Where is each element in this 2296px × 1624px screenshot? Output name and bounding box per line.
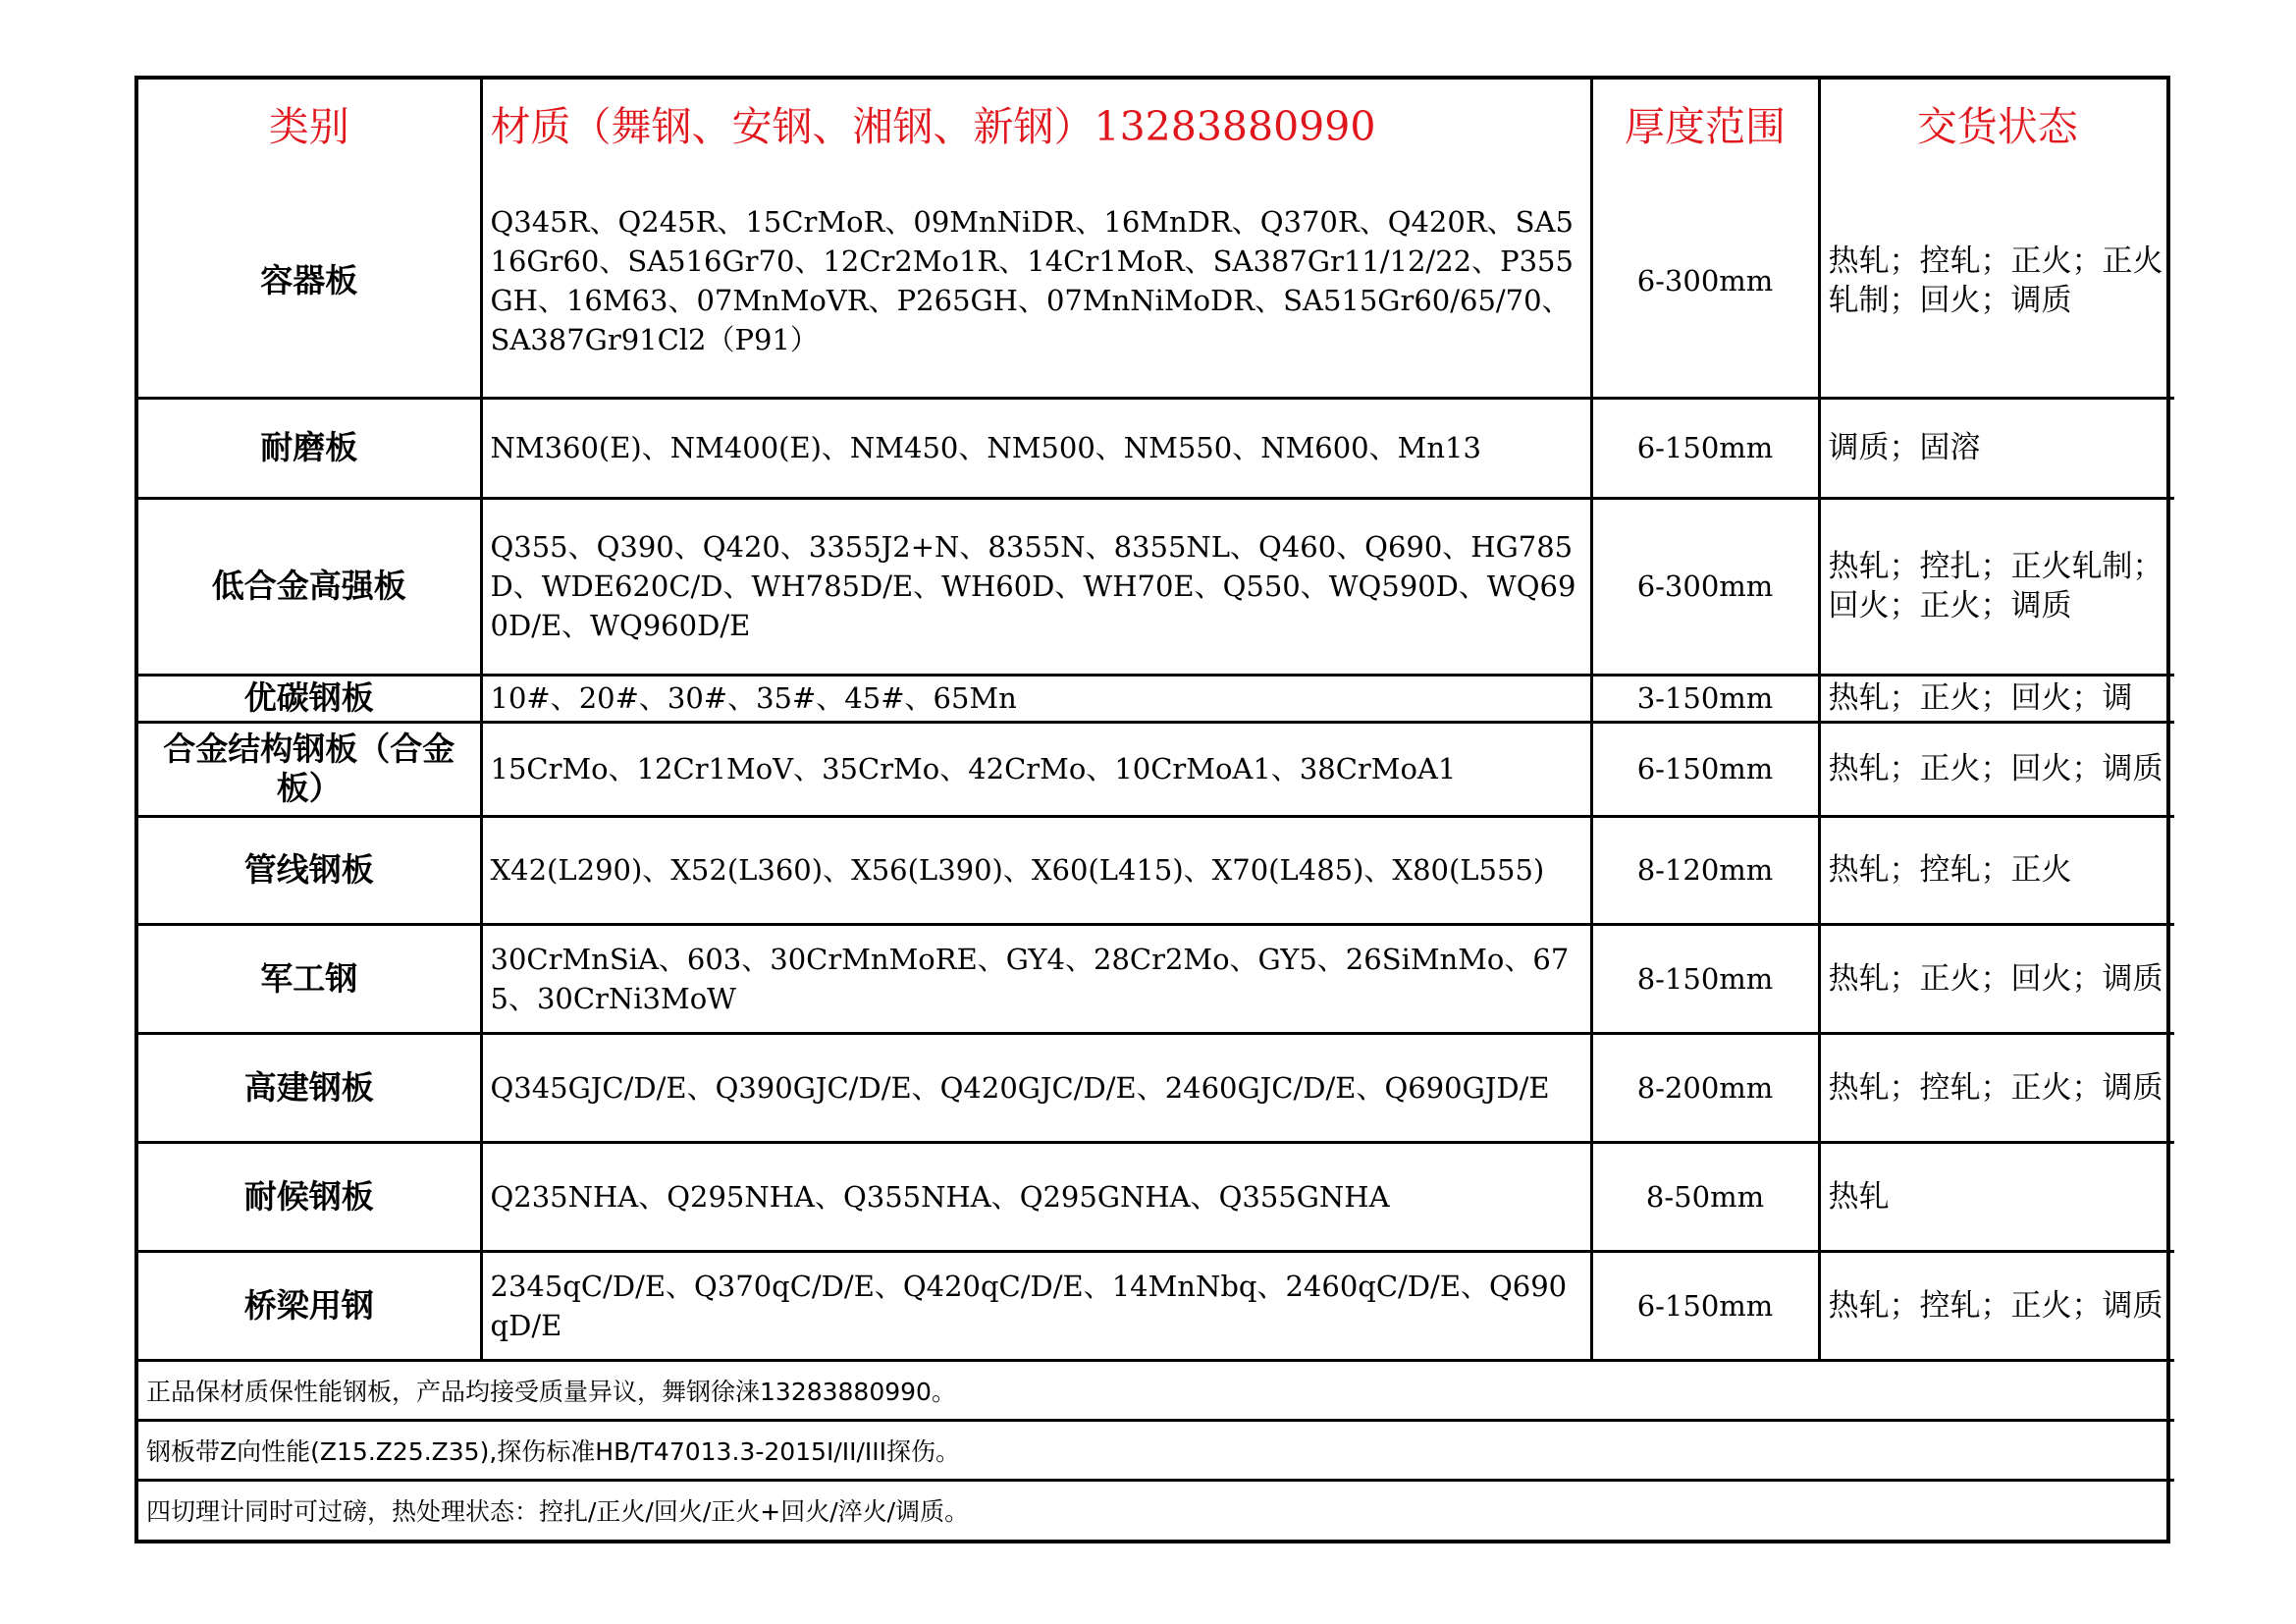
delivery-cell: 热轧；控轧；正火	[1819, 816, 2174, 924]
header-row	[138, 80, 2174, 166]
note-row	[138, 1420, 2174, 1480]
thickness-cell: 3-150mm	[1591, 675, 1819, 722]
category-cell: 军工钢	[138, 924, 481, 1033]
note-quality: 正品保材质保性能钢板，产品均接受质量异议，舞钢徐涞13283880990。	[138, 1360, 2174, 1420]
thickness-cell: 6-150mm	[1591, 398, 1819, 498]
header-thickness: 厚度范围	[1591, 80, 1819, 166]
delivery-cell: 热轧；控轧；正火；调质	[1819, 1251, 2174, 1360]
table-row	[138, 816, 2174, 924]
category-cell: 优碳钢板	[138, 675, 481, 722]
material-cell: Q355、Q390、Q420、3355J2+N、8355N、8355NL、Q460、Q690、HG785D、WDE620C/D、WH785D/E、WH60D、WH70E、Q550、WQ590D、WQ690D/E、WQ960D/E	[481, 498, 1591, 675]
table-row	[138, 398, 2174, 498]
delivery-cell: 热轧；正火；回火；调	[1819, 675, 2174, 722]
header-category: 类别	[138, 80, 481, 166]
thickness-cell: 8-200mm	[1591, 1033, 1819, 1142]
thickness-cell: 8-150mm	[1591, 924, 1819, 1033]
note-row	[138, 1480, 2174, 1540]
table-row	[138, 722, 2174, 816]
thickness-cell: 8-120mm	[1591, 816, 1819, 924]
note-row	[138, 1360, 2174, 1420]
thickness-cell: 6-150mm	[1591, 722, 1819, 816]
category-cell: 管线钢板	[138, 816, 481, 924]
note-heat-treatment: 四切理计同时可过磅，热处理状态：控扎/正火/回火/正火+回火/淬火/调质。	[138, 1480, 2174, 1540]
delivery-cell: 热轧；正火；回火；调质	[1819, 722, 2174, 816]
table-row	[138, 166, 2174, 398]
category-cell: 低合金高强板	[138, 498, 481, 675]
table-row	[138, 1033, 2174, 1142]
material-cell: 15CrMo、12Cr1MoV、35CrMo、42CrMo、10CrMoA1、38CrMoA1	[481, 722, 1591, 816]
category-cell: 耐磨板	[138, 398, 481, 498]
thickness-cell: 6-300mm	[1591, 498, 1819, 675]
delivery-cell: 热轧；控扎；正火轧制；回火；正火；调质	[1819, 498, 2174, 675]
header-delivery: 交货状态	[1819, 80, 2174, 166]
delivery-cell: 调质；固溶	[1819, 398, 2174, 498]
category-cell: 高建钢板	[138, 1033, 481, 1142]
material-cell: 2345qC/D/E、Q370qC/D/E、Q420qC/D/E、14MnNbq、2460qC/D/E、Q690qD/E	[481, 1251, 1591, 1360]
material-cell: Q235NHA、Q295NHA、Q355NHA、Q295GNHA、Q355GNHA	[481, 1142, 1591, 1251]
table-row	[138, 498, 2174, 675]
material-cell: 30CrMnSiA、603、30CrMnMoRE、GY4、28Cr2Mo、GY5、26SiMnMo、675、30CrNi3MoW	[481, 924, 1591, 1033]
delivery-cell: 热轧；正火；回火；调质	[1819, 924, 2174, 1033]
category-cell: 合金结构钢板（合金板）	[138, 722, 481, 816]
material-cell: Q345R、Q245R、15CrMoR、09MnNiDR、16MnDR、Q370R、Q420R、SA516Gr60、SA516Gr70、12Cr2Mo1R、14Cr1MoR、SA387Gr11/12/22、P355GH、16M63、07MnMoVR、P265GH、07MnNiMoDR、SA515Gr60/65/70、SA387Gr91Cl2（P91）	[481, 166, 1591, 398]
steel-spec-sheet	[134, 76, 2170, 1543]
spec-table	[138, 80, 2174, 1540]
material-cell: X42(L290)、X52(L360)、X56(L390)、X60(L415)、X70(L485)、X80(L555)	[481, 816, 1591, 924]
material-cell: NM360(E)、NM400(E)、NM450、NM500、NM550、NM600、Mn13	[481, 398, 1591, 498]
table-row	[138, 675, 2174, 722]
table-row	[138, 924, 2174, 1033]
delivery-cell: 热轧；控轧；正火；正火轧制；回火；调质	[1819, 166, 2174, 398]
thickness-cell: 6-150mm	[1591, 1251, 1819, 1360]
material-cell: Q345GJC/D/E、Q390GJC/D/E、Q420GJC/D/E、2460GJC/D/E、Q690GJD/E	[481, 1033, 1591, 1142]
thickness-cell: 6-300mm	[1591, 166, 1819, 398]
thickness-cell: 8-50mm	[1591, 1142, 1819, 1251]
delivery-cell: 热轧	[1819, 1142, 2174, 1251]
category-cell: 容器板	[138, 166, 481, 398]
category-cell: 桥梁用钢	[138, 1251, 481, 1360]
delivery-cell: 热轧；控轧；正火；调质	[1819, 1033, 2174, 1142]
note-z-direction: 钢板带Z向性能(Z15.Z25.Z35),探伤标准HB/T47013.3-2015I/II/III探伤。	[138, 1420, 2174, 1480]
header-material: 材质（舞钢、安钢、湘钢、新钢）13283880990	[481, 80, 1591, 166]
category-cell: 耐候钢板	[138, 1142, 481, 1251]
table-row	[138, 1142, 2174, 1251]
material-cell: 10#、20#、30#、35#、45#、65Mn	[481, 675, 1591, 722]
table-row	[138, 1251, 2174, 1360]
